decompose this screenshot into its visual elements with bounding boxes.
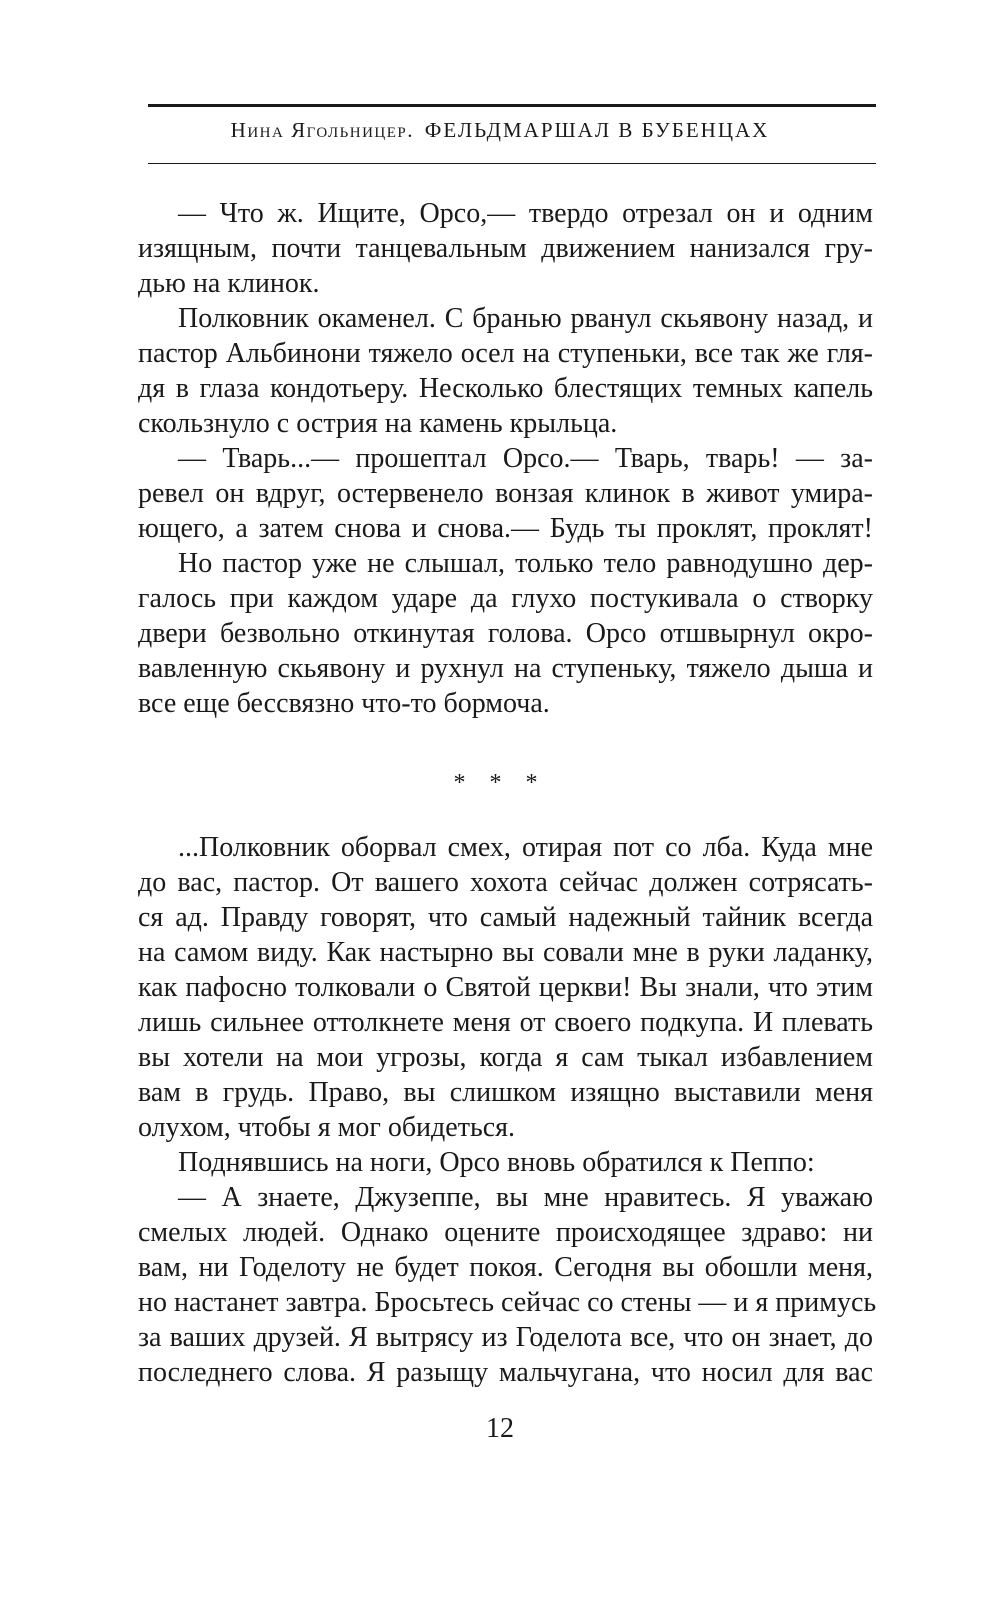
text-line: за ваших друзей. Я вытрясу из Годелота все, что он знает, до <box>138 1322 873 1353</box>
text-line: изящным, почти танцевальным движением нанизался гру- <box>138 233 873 264</box>
text-line: Поднявшись на ноги, Орсо вновь обратился к Пеппо: <box>178 1147 815 1178</box>
header-rule-top <box>148 104 876 107</box>
text-line: скользнуло с острия на камень крыльца. <box>138 408 618 439</box>
text-line: лишь сильнее оттолкнете меня от своего подкупа. И плевать <box>138 1007 873 1038</box>
text-line: ...Полковник оборвал смех, отирая пот со лба. Куда мне <box>178 832 873 863</box>
text-line: пастор Альбинони тяжело осел на ступеньки, все так же гля- <box>138 338 873 369</box>
text-line: смелых людей. Однако оцените происходящее здраво: ни <box>138 1217 873 1248</box>
header-book-title: ФЕЛЬДМАРШАЛ В БУБЕНЦАХ <box>424 118 770 142</box>
text-line: до вас, пастор. От вашего хохота сейчас должен сотрясать- <box>138 867 873 898</box>
text-line: все еще бессвязно что-то бормоча. <box>138 688 550 719</box>
text-line: как пафосно толковали о Святой церкви! Вы знали, что этим <box>138 972 873 1003</box>
text-line: двери безвольно откинутая голова. Орсо отшвырнул окро- <box>138 618 873 649</box>
section-separator: * * * <box>453 770 547 796</box>
text-line: но настанет завтра. Бросьтесь сейчас со стены — и я примусь <box>138 1287 877 1318</box>
running-header <box>0 118 1000 143</box>
text-line: — А знаете, Джузеппе, вы мне нравитесь. Я уважаю <box>178 1182 873 1213</box>
text-line: — Что ж. Ищите, Орсо,— твердо отрезал он и одним <box>178 198 873 229</box>
text-line: ющего, а затем снова и снова.— Будь ты проклят, проклят! <box>138 513 873 544</box>
text-section-2 <box>138 830 877 1390</box>
text-line: Но пастор уже не слышал, только тело равнодушно дер- <box>178 548 873 579</box>
text-line: вам, ни Годелоту не будет покоя. Сегодня вы обошли меня, <box>138 1252 873 1283</box>
text-line: дя в глаза кондотьеру. Несколько блестящих темных капель <box>138 373 873 404</box>
text-line: вавленную скьявону и рухнул на ступеньку, тяжело дыша и <box>138 653 873 684</box>
text-section-1 <box>138 196 873 721</box>
text-line: ся ад. Правду говорят, что самый надежный тайник всегда <box>138 902 873 933</box>
page-number: 12 <box>486 1413 514 1444</box>
text-line: ревел он вдруг, остервенело вонзая клинок в живот умира- <box>138 478 873 509</box>
text-line: — Тварь...— прошептал Орсо.— Тварь, тварь! — за- <box>178 443 873 474</box>
header-author: Нина Ягольницер. <box>230 118 414 142</box>
text-line: олухом, чтобы я мог обидеться. <box>138 1112 516 1143</box>
text-line: Полковник окаменел. С бранью рванул скьявону назад, и <box>178 303 873 334</box>
text-line: на самом виду. Как настырно вы совали мне в руки ладанку, <box>138 937 873 968</box>
header-rule-bottom <box>148 163 876 164</box>
text-line: галось при каждом ударе да глухо постукивала о створку <box>138 583 873 614</box>
text-line: вы хотели на мои угрозы, когда я сам тыкал избавлением <box>138 1042 873 1073</box>
text-line: вам в грудь. Право, вы слишком изящно выставили меня <box>138 1077 873 1108</box>
text-line: дью на клинок. <box>138 268 320 299</box>
text-line: последнего слова. Я разыщу мальчугана, что носил для вас <box>138 1357 873 1388</box>
